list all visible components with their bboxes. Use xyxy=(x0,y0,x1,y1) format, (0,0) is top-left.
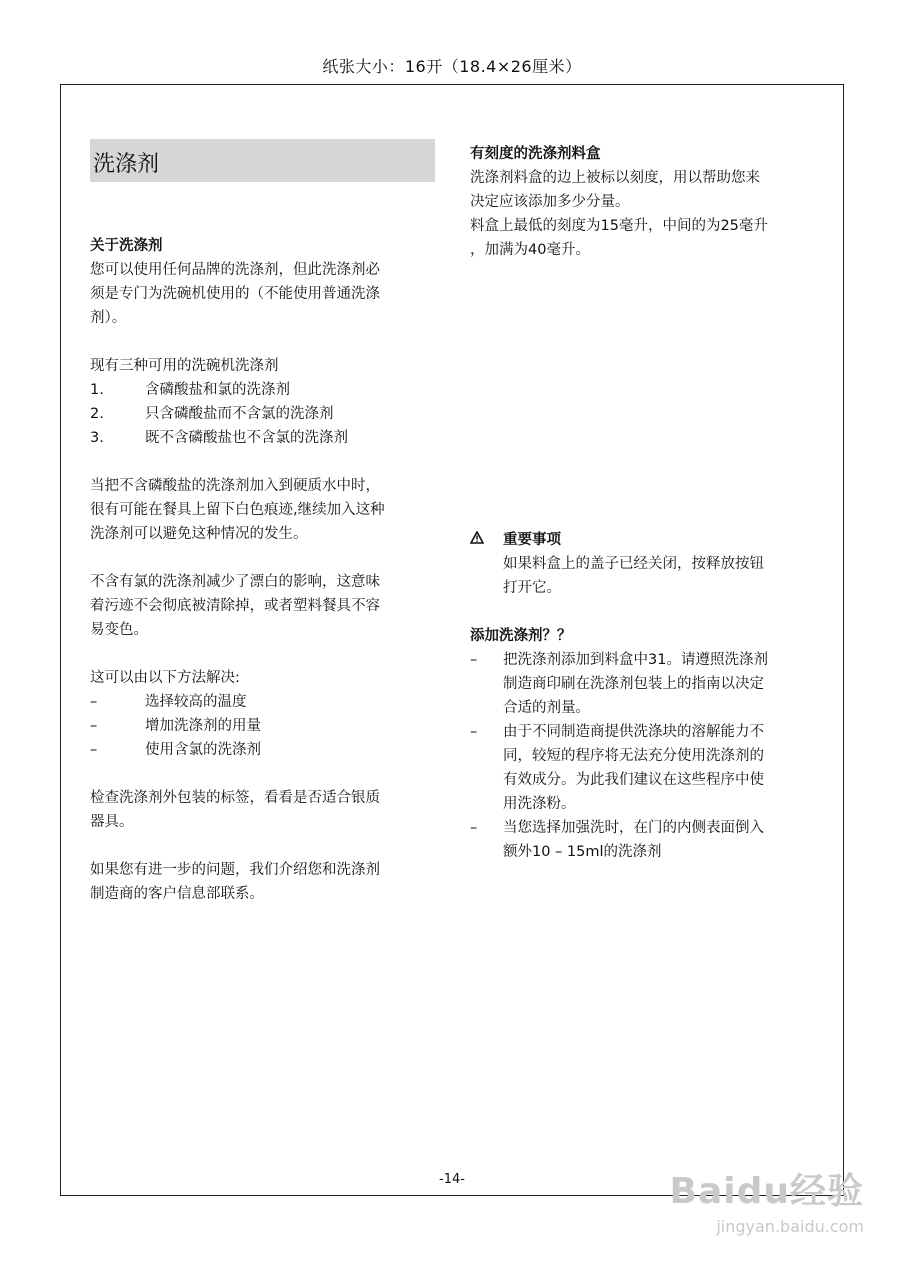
add-title: 添加洗涤剂？？ xyxy=(470,628,572,644)
about-title: 关于洗涤剂 xyxy=(90,238,163,254)
watermark-logo-text: Baidu经验 xyxy=(669,1171,864,1212)
list-text: 当您选择加强洗时，在门的内侧表面倒入 xyxy=(503,820,764,836)
dash-bullet: – xyxy=(470,652,478,668)
list-item xyxy=(90,378,435,402)
dash-bullet: – xyxy=(90,694,98,710)
list-item xyxy=(90,426,435,450)
types-intro: 现有三种可用的洗碗机洗涤剂 xyxy=(90,358,279,374)
scale-line: 料盒上最低的刻度为15毫升，中间的为25毫升 xyxy=(470,218,768,234)
about-line: 剂）。 xyxy=(90,310,127,326)
list-item xyxy=(90,738,435,762)
scale-line: ，加满为40毫升。 xyxy=(470,242,590,258)
list-item xyxy=(470,648,820,720)
silver-line: 检查洗涤剂外包装的标签，看看是否适合银质 xyxy=(90,790,380,806)
warning-triangle-icon xyxy=(470,528,503,552)
phosphate-line: 很有可能在餐具上留下白色痕迹,继续加入这种 xyxy=(90,502,385,518)
chlorine-line: 易变色。 xyxy=(90,622,148,638)
contact-line: 如果您有进一步的问题，我们介绍您和洗涤剂 xyxy=(90,862,380,878)
dash-bullet: – xyxy=(470,820,478,836)
scale-title: 有刻度的洗涤剂料盒 xyxy=(470,146,601,162)
baidu-watermark xyxy=(624,1172,864,1242)
dash-bullet: – xyxy=(90,718,98,734)
list-text: 同，较短的程序将无法充分使用洗涤剂的 xyxy=(503,748,764,764)
list-item xyxy=(470,816,820,864)
watermark-url: jingyan.baidu.com xyxy=(716,1217,864,1236)
chlorine-line: 不含有氯的洗涤剂减少了漂白的影响，这意味 xyxy=(90,574,380,590)
list-text: 既不含磷酸盐也不含氯的洗涤剂 xyxy=(145,430,348,446)
scale-line: 洗涤剂料盒的边上被标以刻度，用以帮助您来 xyxy=(470,170,760,186)
list-item xyxy=(90,714,435,738)
warning-heading xyxy=(470,528,820,552)
list-text: 由于不同制造商提供洗涤块的溶解能力不 xyxy=(503,724,764,740)
list-text: 把洗涤剂添加到料盒中31。请遵照洗涤剂 xyxy=(503,652,768,668)
list-text: 用洗涤粉。 xyxy=(503,796,576,812)
warning-line: 打开它。 xyxy=(503,580,561,596)
list-text: 选择较高的温度 xyxy=(145,694,247,710)
dash-bullet: – xyxy=(90,742,98,758)
phosphate-line: 当把不含磷酸盐的洗涤剂加入到硬质水中时， xyxy=(90,478,380,494)
left-column xyxy=(90,139,435,906)
solution-intro: 这可以由以下方法解决: xyxy=(90,670,240,686)
warning-title: 重要事项 xyxy=(503,532,561,548)
warning-line: 如果料盒上的盖子已经关闭，按释放按钮 xyxy=(503,556,764,572)
list-item xyxy=(90,402,435,426)
list-text: 使用含氯的洗涤剂 xyxy=(145,742,261,758)
chlorine-line: 着污迹不会彻底被清除掉，或者塑料餐具不容 xyxy=(90,598,380,614)
list-text: 只含磷酸盐而不含氯的洗涤剂 xyxy=(145,406,334,422)
scale-line: 决定应该添加多少分量。 xyxy=(470,194,630,210)
silver-line: 器具。 xyxy=(90,814,134,830)
list-text: 有效成分。为此我们建议在这些程序中使 xyxy=(503,772,764,788)
list-text: 增加洗涤剂的用量 xyxy=(145,718,261,734)
paper-size-header: 纸张大小：16开（18.4×26厘米） xyxy=(322,57,582,76)
about-line: 须是专门为洗碗机使用的（不能使用普通洗涤 xyxy=(90,286,380,302)
list-text: 合适的剂量。 xyxy=(503,700,590,716)
phosphate-line: 洗涤剂可以避免这种情况的发生。 xyxy=(90,526,308,542)
section-title: 洗涤剂 xyxy=(90,139,435,182)
dash-bullet: – xyxy=(470,724,478,740)
list-number: 3. xyxy=(90,430,104,446)
list-item xyxy=(90,690,435,714)
list-number: 2. xyxy=(90,406,104,422)
about-line: 您可以使用任何品牌的洗涤剂，但此洗涤剂必 xyxy=(90,262,380,278)
list-text: 额外10 – 15ml的洗涤剂 xyxy=(503,844,662,860)
list-text: 制造商印刷在洗涤剂包装上的指南以决定 xyxy=(503,676,764,692)
list-text: 含磷酸盐和氯的洗涤剂 xyxy=(145,382,290,398)
list-number: 1. xyxy=(90,382,104,398)
right-column xyxy=(470,142,820,864)
contact-line: 制造商的客户信息部联系。 xyxy=(90,886,264,902)
list-item xyxy=(470,720,820,816)
page-number: -14- xyxy=(439,1172,465,1187)
